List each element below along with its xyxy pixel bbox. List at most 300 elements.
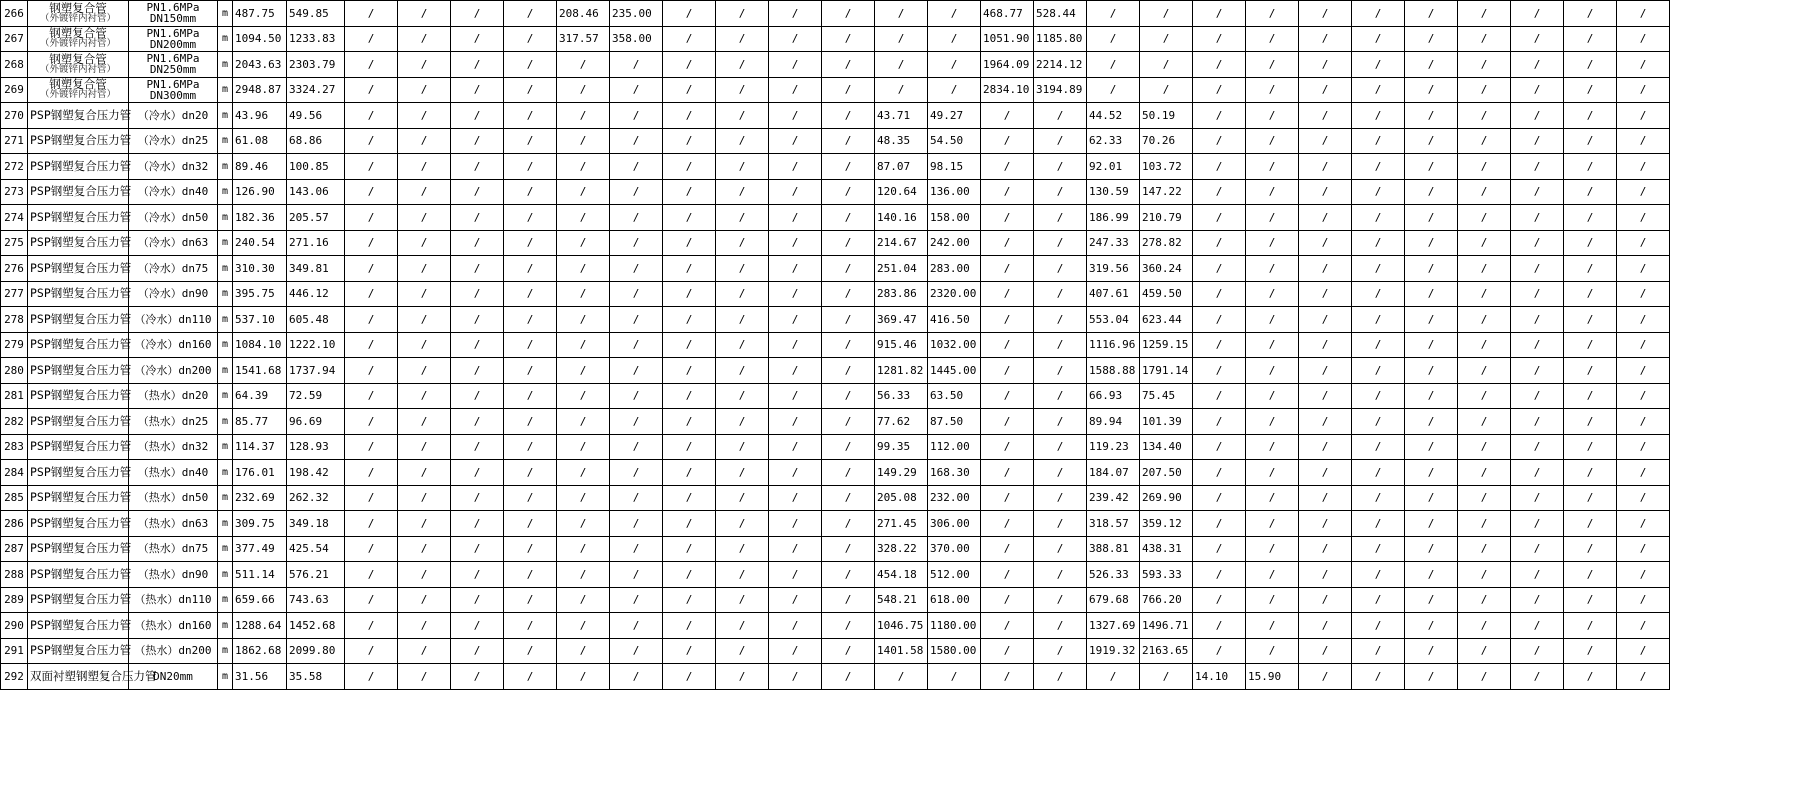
- price-cell[interactable]: [610, 281, 663, 307]
- price-cell[interactable]: [716, 1, 769, 27]
- price-cell[interactable]: [398, 409, 451, 435]
- price-cell[interactable]: [663, 460, 716, 486]
- price-cell[interactable]: [875, 536, 928, 562]
- price-cell[interactable]: [1140, 103, 1193, 129]
- price-cell[interactable]: [504, 638, 557, 664]
- item-name-cell[interactable]: [28, 103, 132, 129]
- price-cell[interactable]: [1034, 128, 1087, 154]
- price-cell[interactable]: [981, 1, 1034, 27]
- price-cell[interactable]: [398, 179, 451, 205]
- price-cell[interactable]: [1511, 1, 1564, 27]
- price-cell[interactable]: [1299, 281, 1352, 307]
- price-cell[interactable]: [504, 587, 557, 613]
- price-cell[interactable]: [1193, 409, 1246, 435]
- price-cell[interactable]: [875, 281, 928, 307]
- price-cell[interactable]: [1458, 332, 1511, 358]
- row-number-cell[interactable]: [1, 613, 28, 639]
- price-cell[interactable]: [981, 587, 1034, 613]
- price-cell[interactable]: [1511, 128, 1564, 154]
- price-cell[interactable]: [1140, 332, 1193, 358]
- price-cell[interactable]: [1405, 562, 1458, 588]
- price-cell[interactable]: [1299, 511, 1352, 537]
- price-cell[interactable]: [1193, 383, 1246, 409]
- price-cell[interactable]: [1458, 638, 1511, 664]
- price-cell[interactable]: [345, 307, 398, 333]
- row-number-cell[interactable]: [1, 485, 28, 511]
- price-cell[interactable]: [1352, 154, 1405, 180]
- price-cell[interactable]: [233, 613, 287, 639]
- unit-cell[interactable]: [218, 230, 233, 256]
- spec-cell[interactable]: [129, 52, 218, 78]
- price-cell[interactable]: [822, 281, 875, 307]
- price-cell[interactable]: [928, 128, 981, 154]
- price-cell[interactable]: [345, 409, 398, 435]
- item-name-cell[interactable]: [28, 307, 132, 333]
- price-cell[interactable]: [345, 230, 398, 256]
- price-cell[interactable]: [345, 154, 398, 180]
- price-cell[interactable]: [1458, 1, 1511, 27]
- price-cell[interactable]: [398, 383, 451, 409]
- price-cell[interactable]: [769, 460, 822, 486]
- price-cell[interactable]: [1617, 485, 1670, 511]
- price-cell[interactable]: [1458, 511, 1511, 537]
- price-cell[interactable]: [769, 511, 822, 537]
- price-cell[interactable]: [1246, 179, 1299, 205]
- price-cell[interactable]: [1458, 154, 1511, 180]
- price-cell[interactable]: [663, 562, 716, 588]
- price-cell[interactable]: [1352, 26, 1405, 52]
- price-cell[interactable]: [1299, 256, 1352, 282]
- price-cell[interactable]: [1193, 460, 1246, 486]
- price-cell[interactable]: [822, 638, 875, 664]
- price-cell[interactable]: [875, 460, 928, 486]
- price-cell[interactable]: [610, 230, 663, 256]
- price-cell[interactable]: [1405, 256, 1458, 282]
- price-cell[interactable]: [1617, 179, 1670, 205]
- price-cell[interactable]: [1299, 638, 1352, 664]
- price-cell[interactable]: [822, 434, 875, 460]
- price-cell[interactable]: [1246, 383, 1299, 409]
- spec-cell[interactable]: [129, 332, 218, 358]
- price-cell[interactable]: [287, 307, 345, 333]
- price-cell[interactable]: [1458, 383, 1511, 409]
- price-cell[interactable]: [981, 128, 1034, 154]
- price-cell[interactable]: [1299, 460, 1352, 486]
- price-cell[interactable]: [1458, 613, 1511, 639]
- price-cell[interactable]: [875, 230, 928, 256]
- price-cell[interactable]: [1246, 409, 1299, 435]
- price-cell[interactable]: [504, 511, 557, 537]
- price-cell[interactable]: [1140, 154, 1193, 180]
- price-cell[interactable]: [610, 638, 663, 664]
- price-cell[interactable]: [822, 230, 875, 256]
- price-cell[interactable]: [716, 179, 769, 205]
- price-cell[interactable]: [345, 511, 398, 537]
- price-cell[interactable]: [1564, 1, 1617, 27]
- price-cell[interactable]: [1087, 307, 1140, 333]
- price-cell[interactable]: [769, 307, 822, 333]
- price-cell[interactable]: [981, 358, 1034, 384]
- price-cell[interactable]: [1564, 230, 1617, 256]
- price-cell[interactable]: [557, 613, 610, 639]
- unit-cell[interactable]: [218, 383, 233, 409]
- price-cell[interactable]: [557, 307, 610, 333]
- price-cell[interactable]: [287, 154, 345, 180]
- price-cell[interactable]: [875, 332, 928, 358]
- price-cell[interactable]: [928, 179, 981, 205]
- price-cell[interactable]: [1458, 230, 1511, 256]
- price-cell[interactable]: [1140, 485, 1193, 511]
- price-cell[interactable]: [345, 128, 398, 154]
- price-cell[interactable]: [1511, 409, 1564, 435]
- price-cell[interactable]: [1034, 26, 1087, 52]
- price-cell[interactable]: [1511, 256, 1564, 282]
- price-cell[interactable]: [716, 26, 769, 52]
- price-cell[interactable]: [398, 128, 451, 154]
- price-cell[interactable]: [1034, 281, 1087, 307]
- price-cell[interactable]: [287, 205, 345, 231]
- price-cell[interactable]: [1299, 307, 1352, 333]
- price-cell[interactable]: [1352, 536, 1405, 562]
- price-cell[interactable]: [398, 256, 451, 282]
- price-cell[interactable]: [1617, 128, 1670, 154]
- item-name-cell[interactable]: [28, 664, 157, 690]
- price-cell[interactable]: [716, 103, 769, 129]
- price-cell[interactable]: [981, 230, 1034, 256]
- price-cell[interactable]: [345, 205, 398, 231]
- price-cell[interactable]: [1511, 383, 1564, 409]
- price-cell[interactable]: [1352, 52, 1405, 78]
- price-cell[interactable]: [1299, 587, 1352, 613]
- price-cell[interactable]: [981, 256, 1034, 282]
- price-cell[interactable]: [504, 256, 557, 282]
- price-cell[interactable]: [663, 154, 716, 180]
- unit-cell[interactable]: [218, 332, 233, 358]
- price-cell[interactable]: [663, 1, 716, 27]
- price-cell[interactable]: [1405, 613, 1458, 639]
- price-cell[interactable]: [1193, 52, 1246, 78]
- price-cell[interactable]: [233, 485, 287, 511]
- item-name-cell[interactable]: [28, 1, 129, 27]
- item-name-cell[interactable]: [28, 536, 132, 562]
- price-cell[interactable]: [233, 434, 287, 460]
- price-cell[interactable]: [1405, 154, 1458, 180]
- price-cell[interactable]: [1034, 664, 1087, 690]
- price-cell[interactable]: [769, 562, 822, 588]
- price-cell[interactable]: [1034, 409, 1087, 435]
- price-cell[interactable]: [398, 103, 451, 129]
- spec-cell[interactable]: [129, 587, 218, 613]
- price-cell[interactable]: [1458, 587, 1511, 613]
- price-cell[interactable]: [1087, 383, 1140, 409]
- price-cell[interactable]: [1034, 358, 1087, 384]
- price-cell[interactable]: [610, 383, 663, 409]
- price-cell[interactable]: [287, 52, 345, 78]
- price-cell[interactable]: [398, 587, 451, 613]
- price-cell[interactable]: [769, 179, 822, 205]
- price-cell[interactable]: [1511, 485, 1564, 511]
- spec-cell[interactable]: [129, 77, 218, 103]
- row-number-cell[interactable]: [1, 256, 28, 282]
- price-cell[interactable]: [875, 103, 928, 129]
- price-cell[interactable]: [1458, 205, 1511, 231]
- price-cell[interactable]: [928, 281, 981, 307]
- price-cell[interactable]: [1564, 536, 1617, 562]
- price-cell[interactable]: [928, 511, 981, 537]
- price-cell[interactable]: [981, 664, 1034, 690]
- price-cell[interactable]: [233, 154, 287, 180]
- price-cell[interactable]: [1246, 103, 1299, 129]
- price-cell[interactable]: [1511, 460, 1564, 486]
- price-cell[interactable]: [1140, 230, 1193, 256]
- price-cell[interactable]: [981, 205, 1034, 231]
- price-cell[interactable]: [1405, 230, 1458, 256]
- price-cell[interactable]: [610, 256, 663, 282]
- price-cell[interactable]: [287, 256, 345, 282]
- price-cell[interactable]: [1299, 179, 1352, 205]
- price-cell[interactable]: [1564, 307, 1617, 333]
- price-cell[interactable]: [504, 281, 557, 307]
- price-cell[interactable]: [1458, 26, 1511, 52]
- row-number-cell[interactable]: [1, 230, 28, 256]
- price-cell[interactable]: [233, 307, 287, 333]
- price-cell[interactable]: [769, 332, 822, 358]
- price-cell[interactable]: [1617, 638, 1670, 664]
- price-cell[interactable]: [451, 383, 504, 409]
- price-cell[interactable]: [557, 26, 610, 52]
- price-cell[interactable]: [1564, 52, 1617, 78]
- price-cell[interactable]: [504, 562, 557, 588]
- price-cell[interactable]: [1246, 358, 1299, 384]
- price-cell[interactable]: [1617, 536, 1670, 562]
- spec-cell[interactable]: [129, 205, 218, 231]
- price-cell[interactable]: [875, 358, 928, 384]
- price-cell[interactable]: [504, 26, 557, 52]
- price-cell[interactable]: [398, 434, 451, 460]
- price-cell[interactable]: [1405, 409, 1458, 435]
- price-cell[interactable]: [822, 358, 875, 384]
- price-cell[interactable]: [1617, 26, 1670, 52]
- price-cell[interactable]: [981, 613, 1034, 639]
- price-cell[interactable]: [716, 409, 769, 435]
- price-cell[interactable]: [1034, 1, 1087, 27]
- price-cell[interactable]: [928, 77, 981, 103]
- price-cell[interactable]: [557, 154, 610, 180]
- price-cell[interactable]: [1034, 77, 1087, 103]
- item-name-cell[interactable]: [28, 358, 132, 384]
- price-cell[interactable]: [981, 460, 1034, 486]
- price-cell[interactable]: [981, 434, 1034, 460]
- item-name-cell[interactable]: [28, 511, 132, 537]
- price-cell[interactable]: [1405, 536, 1458, 562]
- price-cell[interactable]: [345, 103, 398, 129]
- price-cell[interactable]: [716, 332, 769, 358]
- price-cell[interactable]: [1511, 179, 1564, 205]
- price-cell[interactable]: [822, 409, 875, 435]
- price-cell[interactable]: [610, 103, 663, 129]
- price-cell[interactable]: [822, 460, 875, 486]
- price-cell[interactable]: [822, 77, 875, 103]
- price-cell[interactable]: [1564, 434, 1617, 460]
- price-cell[interactable]: [875, 485, 928, 511]
- price-cell[interactable]: [1193, 485, 1246, 511]
- price-cell[interactable]: [1087, 460, 1140, 486]
- price-cell[interactable]: [1405, 103, 1458, 129]
- spec-cell[interactable]: [129, 128, 218, 154]
- spec-cell[interactable]: [129, 562, 218, 588]
- unit-cell[interactable]: [218, 205, 233, 231]
- price-cell[interactable]: [1405, 664, 1458, 690]
- price-cell[interactable]: [1299, 664, 1352, 690]
- spec-cell[interactable]: [129, 485, 218, 511]
- price-cell[interactable]: [233, 460, 287, 486]
- price-cell[interactable]: [1458, 434, 1511, 460]
- price-cell[interactable]: [769, 383, 822, 409]
- price-cell[interactable]: [1087, 358, 1140, 384]
- price-cell[interactable]: [1511, 103, 1564, 129]
- price-cell[interactable]: [1193, 256, 1246, 282]
- price-cell[interactable]: [557, 128, 610, 154]
- price-cell[interactable]: [451, 587, 504, 613]
- price-cell[interactable]: [1458, 562, 1511, 588]
- price-cell[interactable]: [822, 154, 875, 180]
- price-cell[interactable]: [1511, 52, 1564, 78]
- price-cell[interactable]: [663, 664, 716, 690]
- unit-cell[interactable]: [218, 511, 233, 537]
- price-cell[interactable]: [398, 536, 451, 562]
- price-cell[interactable]: [557, 205, 610, 231]
- price-cell[interactable]: [557, 562, 610, 588]
- price-cell[interactable]: [1193, 664, 1246, 690]
- price-cell[interactable]: [716, 230, 769, 256]
- item-name-cell[interactable]: [28, 613, 132, 639]
- price-cell[interactable]: [610, 536, 663, 562]
- price-cell[interactable]: [1087, 256, 1140, 282]
- price-cell[interactable]: [1564, 26, 1617, 52]
- price-cell[interactable]: [398, 332, 451, 358]
- price-cell[interactable]: [1087, 562, 1140, 588]
- price-cell[interactable]: [1405, 52, 1458, 78]
- price-cell[interactable]: [345, 434, 398, 460]
- price-cell[interactable]: [451, 52, 504, 78]
- price-cell[interactable]: [398, 613, 451, 639]
- price-cell[interactable]: [1511, 511, 1564, 537]
- price-cell[interactable]: [1193, 307, 1246, 333]
- price-cell[interactable]: [1617, 205, 1670, 231]
- price-cell[interactable]: [716, 128, 769, 154]
- price-cell[interactable]: [233, 1, 287, 27]
- price-cell[interactable]: [287, 179, 345, 205]
- price-cell[interactable]: [557, 1, 610, 27]
- price-cell[interactable]: [345, 77, 398, 103]
- price-cell[interactable]: [1352, 256, 1405, 282]
- price-cell[interactable]: [451, 536, 504, 562]
- price-cell[interactable]: [1087, 613, 1140, 639]
- price-cell[interactable]: [398, 154, 451, 180]
- price-cell[interactable]: [822, 307, 875, 333]
- price-cell[interactable]: [233, 205, 287, 231]
- price-cell[interactable]: [663, 103, 716, 129]
- price-cell[interactable]: [928, 256, 981, 282]
- price-cell[interactable]: [1034, 205, 1087, 231]
- price-cell[interactable]: [1087, 485, 1140, 511]
- price-cell[interactable]: [1617, 613, 1670, 639]
- price-cell[interactable]: [1511, 205, 1564, 231]
- price-cell[interactable]: [663, 179, 716, 205]
- price-cell[interactable]: [663, 307, 716, 333]
- price-cell[interactable]: [610, 562, 663, 588]
- price-cell[interactable]: [287, 281, 345, 307]
- price-cell[interactable]: [1352, 332, 1405, 358]
- item-name-cell[interactable]: [28, 52, 129, 78]
- row-number-cell[interactable]: [1, 128, 28, 154]
- price-cell[interactable]: [928, 409, 981, 435]
- price-cell[interactable]: [1246, 587, 1299, 613]
- spec-cell[interactable]: [129, 383, 218, 409]
- price-cell[interactable]: [1617, 307, 1670, 333]
- price-cell[interactable]: [398, 52, 451, 78]
- price-cell[interactable]: [233, 638, 287, 664]
- price-cell[interactable]: [1299, 332, 1352, 358]
- price-cell[interactable]: [875, 511, 928, 537]
- price-cell[interactable]: [1140, 1, 1193, 27]
- price-cell[interactable]: [233, 383, 287, 409]
- price-cell[interactable]: [1087, 1, 1140, 27]
- price-cell[interactable]: [1193, 205, 1246, 231]
- price-cell[interactable]: [504, 103, 557, 129]
- item-name-cell[interactable]: [28, 383, 132, 409]
- price-cell[interactable]: [1034, 179, 1087, 205]
- price-cell[interactable]: [1564, 587, 1617, 613]
- price-cell[interactable]: [287, 587, 345, 613]
- price-cell[interactable]: [1458, 485, 1511, 511]
- price-cell[interactable]: [287, 434, 345, 460]
- price-cell[interactable]: [345, 256, 398, 282]
- price-cell[interactable]: [1087, 128, 1140, 154]
- spec-cell[interactable]: [129, 638, 218, 664]
- price-cell[interactable]: [504, 128, 557, 154]
- price-cell[interactable]: [345, 179, 398, 205]
- price-cell[interactable]: [769, 536, 822, 562]
- price-cell[interactable]: [1617, 664, 1670, 690]
- row-number-cell[interactable]: [1, 664, 28, 690]
- row-number-cell[interactable]: [1, 281, 28, 307]
- spec-cell[interactable]: [129, 613, 218, 639]
- price-cell[interactable]: [875, 613, 928, 639]
- price-cell[interactable]: [1034, 587, 1087, 613]
- price-cell[interactable]: [928, 383, 981, 409]
- price-cell[interactable]: [451, 613, 504, 639]
- price-cell[interactable]: [1193, 128, 1246, 154]
- price-cell[interactable]: [451, 179, 504, 205]
- price-cell[interactable]: [1511, 613, 1564, 639]
- price-cell[interactable]: [610, 1, 663, 27]
- price-cell[interactable]: [1246, 281, 1299, 307]
- unit-cell[interactable]: [218, 103, 233, 129]
- price-cell[interactable]: [1087, 103, 1140, 129]
- item-name-cell[interactable]: [28, 154, 132, 180]
- price-cell[interactable]: [610, 307, 663, 333]
- price-cell[interactable]: [1140, 52, 1193, 78]
- unit-cell[interactable]: [218, 409, 233, 435]
- price-cell[interactable]: [822, 52, 875, 78]
- price-cell[interactable]: [504, 460, 557, 486]
- price-cell[interactable]: [345, 1, 398, 27]
- price-cell[interactable]: [716, 358, 769, 384]
- price-cell[interactable]: [663, 26, 716, 52]
- price-cell[interactable]: [769, 77, 822, 103]
- price-cell[interactable]: [875, 664, 928, 690]
